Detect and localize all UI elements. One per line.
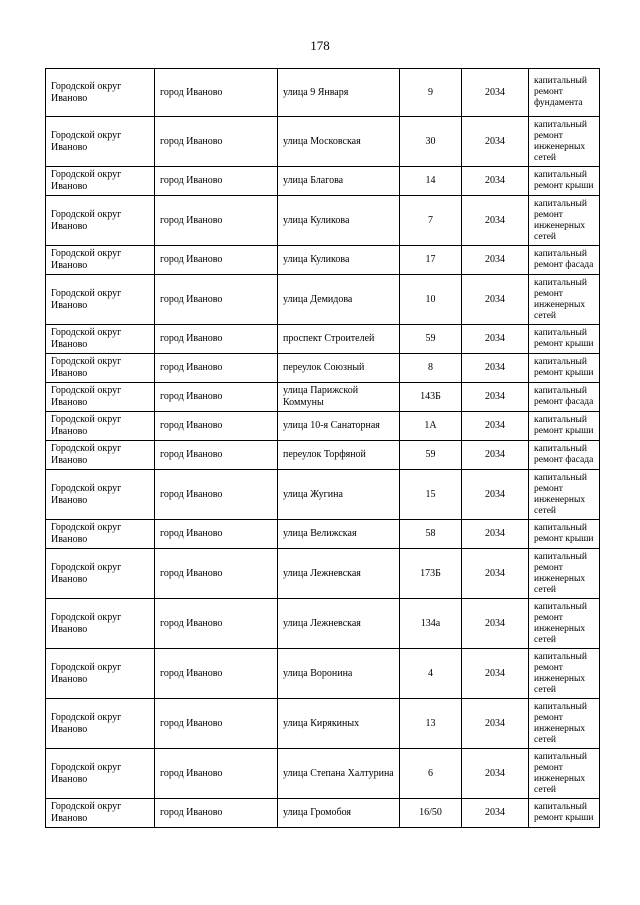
table-row <box>46 167 600 196</box>
table-row <box>46 599 600 649</box>
table-row <box>46 649 600 699</box>
page-number: 178 <box>310 38 330 53</box>
street-cell: улица Лежневская <box>278 599 400 649</box>
okrug-cell: Городской округ Иваново <box>46 325 155 354</box>
table-row <box>46 549 600 599</box>
okrug-cell: Городской округ Иваново <box>46 117 155 167</box>
work-type-cell: капитальный ремонт крыши <box>529 412 600 441</box>
house-cell: 1А <box>400 412 462 441</box>
street-cell: улица Благова <box>278 167 400 196</box>
work-type-cell: капитальный ремонт фасада <box>529 441 600 470</box>
city-cell: город Иваново <box>155 117 278 167</box>
work-type-cell: капитальный ремонт инженерных сетей <box>529 599 600 649</box>
work-type-cell: капитальный ремонт инженерных сетей <box>529 649 600 699</box>
year-cell: 2034 <box>462 275 529 325</box>
okrug-cell: Городской округ Иваново <box>46 470 155 520</box>
city-cell: город Иваново <box>155 69 278 117</box>
okrug-cell: Городской округ Иваново <box>46 749 155 799</box>
work-type-cell: капитальный ремонт крыши <box>529 167 600 196</box>
year-cell: 2034 <box>462 354 529 383</box>
street-cell: улица Воронина <box>278 649 400 699</box>
work-type-cell: капитальный ремонт фасада <box>529 383 600 412</box>
house-cell: 59 <box>400 441 462 470</box>
year-cell: 2034 <box>462 117 529 167</box>
house-cell: 17 <box>400 246 462 275</box>
year-cell: 2034 <box>462 325 529 354</box>
house-cell: 9 <box>400 69 462 117</box>
work-type-cell: капитальный ремонт инженерных сетей <box>529 470 600 520</box>
city-cell: город Иваново <box>155 196 278 246</box>
year-cell: 2034 <box>462 549 529 599</box>
table-row <box>46 246 600 275</box>
city-cell: город Иваново <box>155 383 278 412</box>
year-cell: 2034 <box>462 383 529 412</box>
house-cell: 58 <box>400 520 462 549</box>
city-cell: город Иваново <box>155 167 278 196</box>
okrug-cell: Городской округ Иваново <box>46 520 155 549</box>
street-cell: улица Демидова <box>278 275 400 325</box>
table-row <box>46 470 600 520</box>
table-row <box>46 117 600 167</box>
house-cell: 173Б <box>400 549 462 599</box>
street-cell: переулок Торфяной <box>278 441 400 470</box>
city-cell: город Иваново <box>155 549 278 599</box>
okrug-cell: Городской округ Иваново <box>46 383 155 412</box>
okrug-cell: Городской округ Иваново <box>46 412 155 441</box>
table-row <box>46 412 600 441</box>
table-row <box>46 799 600 828</box>
work-type-cell: капитальный ремонт крыши <box>529 520 600 549</box>
street-cell: проспект Строителей <box>278 325 400 354</box>
table-row <box>46 354 600 383</box>
table-row <box>46 383 600 412</box>
house-cell: 59 <box>400 325 462 354</box>
city-cell: город Иваново <box>155 354 278 383</box>
year-cell: 2034 <box>462 749 529 799</box>
okrug-cell: Городской округ Иваново <box>46 69 155 117</box>
year-cell: 2034 <box>462 246 529 275</box>
work-type-cell: капитальный ремонт инженерных сетей <box>529 117 600 167</box>
house-cell: 6 <box>400 749 462 799</box>
okrug-cell: Городской округ Иваново <box>46 699 155 749</box>
house-cell: 8 <box>400 354 462 383</box>
work-type-cell: капитальный ремонт инженерных сетей <box>529 699 600 749</box>
city-cell: город Иваново <box>155 649 278 699</box>
house-cell: 134а <box>400 599 462 649</box>
house-cell: 13 <box>400 699 462 749</box>
okrug-cell: Городской округ Иваново <box>46 246 155 275</box>
year-cell: 2034 <box>462 799 529 828</box>
work-type-cell: капитальный ремонт фундамента <box>529 69 600 117</box>
table-row <box>46 196 600 246</box>
table-row <box>46 69 600 117</box>
work-type-cell: капитальный ремонт крыши <box>529 799 600 828</box>
street-cell: переулок Союзный <box>278 354 400 383</box>
table-row <box>46 275 600 325</box>
city-cell: город Иваново <box>155 441 278 470</box>
okrug-cell: Городской округ Иваново <box>46 799 155 828</box>
street-cell: улица Велижская <box>278 520 400 549</box>
year-cell: 2034 <box>462 196 529 246</box>
house-cell: 15 <box>400 470 462 520</box>
street-cell: улица Куликова <box>278 196 400 246</box>
table-row <box>46 520 600 549</box>
work-type-cell: капитальный ремонт фасада <box>529 246 600 275</box>
year-cell: 2034 <box>462 441 529 470</box>
city-cell: город Иваново <box>155 325 278 354</box>
okrug-cell: Городской округ Иваново <box>46 549 155 599</box>
okrug-cell: Городской округ Иваново <box>46 275 155 325</box>
table-row <box>46 749 600 799</box>
city-cell: город Иваново <box>155 599 278 649</box>
table-row <box>46 325 600 354</box>
repair-schedule-table <box>45 68 600 828</box>
city-cell: город Иваново <box>155 246 278 275</box>
okrug-cell: Городской округ Иваново <box>46 649 155 699</box>
street-cell: улица Жугина <box>278 470 400 520</box>
city-cell: город Иваново <box>155 520 278 549</box>
okrug-cell: Городской округ Иваново <box>46 599 155 649</box>
house-cell: 30 <box>400 117 462 167</box>
year-cell: 2034 <box>462 599 529 649</box>
year-cell: 2034 <box>462 649 529 699</box>
street-cell: улица Куликова <box>278 246 400 275</box>
city-cell: город Иваново <box>155 412 278 441</box>
street-cell: улица Московская <box>278 117 400 167</box>
house-cell: 14 <box>400 167 462 196</box>
year-cell: 2034 <box>462 412 529 441</box>
house-cell: 16/50 <box>400 799 462 828</box>
year-cell: 2034 <box>462 520 529 549</box>
year-cell: 2034 <box>462 167 529 196</box>
year-cell: 2034 <box>462 69 529 117</box>
work-type-cell: капитальный ремонт инженерных сетей <box>529 549 600 599</box>
street-cell: улица 10-я Санаторная <box>278 412 400 441</box>
street-cell: улица 9 Января <box>278 69 400 117</box>
city-cell: город Иваново <box>155 799 278 828</box>
house-cell: 7 <box>400 196 462 246</box>
table-row <box>46 699 600 749</box>
table-row <box>46 441 600 470</box>
street-cell: улица Лежневская <box>278 549 400 599</box>
city-cell: город Иваново <box>155 275 278 325</box>
house-cell: 143Б <box>400 383 462 412</box>
city-cell: город Иваново <box>155 699 278 749</box>
street-cell: улица Громобоя <box>278 799 400 828</box>
work-type-cell: капитальный ремонт инженерных сетей <box>529 196 600 246</box>
work-type-cell: капитальный ремонт крыши <box>529 325 600 354</box>
year-cell: 2034 <box>462 699 529 749</box>
okrug-cell: Городской округ Иваново <box>46 441 155 470</box>
okrug-cell: Городской округ Иваново <box>46 196 155 246</box>
okrug-cell: Городской округ Иваново <box>46 167 155 196</box>
work-type-cell: капитальный ремонт инженерных сетей <box>529 749 600 799</box>
street-cell: улица Парижской Коммуны <box>278 383 400 412</box>
year-cell: 2034 <box>462 470 529 520</box>
work-type-cell: капитальный ремонт крыши <box>529 354 600 383</box>
house-cell: 10 <box>400 275 462 325</box>
city-cell: город Иваново <box>155 749 278 799</box>
city-cell: город Иваново <box>155 470 278 520</box>
work-type-cell: капитальный ремонт инженерных сетей <box>529 275 600 325</box>
street-cell: улица Степана Халтурина <box>278 749 400 799</box>
street-cell: улица Кирякиных <box>278 699 400 749</box>
house-cell: 4 <box>400 649 462 699</box>
okrug-cell: Городской округ Иваново <box>46 354 155 383</box>
